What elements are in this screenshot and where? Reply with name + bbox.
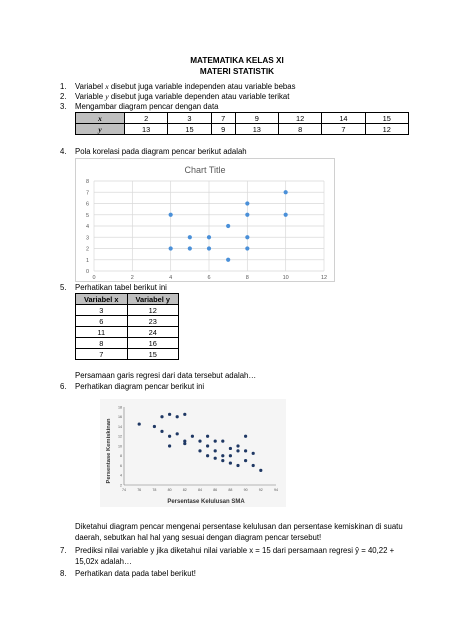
q3-number: 3. (60, 102, 67, 111)
table-cell: 12 (278, 113, 321, 124)
chart2-point (191, 435, 194, 438)
chart2-xtick-label: 90 (243, 488, 248, 492)
chart1-xtick-label: 0 (92, 275, 96, 281)
table-cell: 6 (76, 316, 128, 327)
chart1-ytick-label: 2 (85, 246, 89, 253)
q8-number: 8. (60, 569, 67, 578)
q1-number: 1. (60, 82, 67, 91)
table-cell: 14 (322, 113, 365, 124)
q6-number: 6. (60, 382, 67, 391)
chart1-ytick-label: 7 (85, 190, 89, 197)
chart2-ytick-label: 6 (120, 463, 122, 468)
chart2-point (229, 461, 232, 464)
table-cell: 13 (235, 124, 278, 135)
chart2-point (168, 413, 171, 416)
table-cell: 8 (76, 338, 128, 349)
q6-desc-line2: daerah, sebutkan hal hal yang sesuai dengan diagram pencar tersebut! (75, 533, 322, 542)
chart2-point (214, 449, 217, 452)
chart2-point (252, 452, 255, 455)
chart2-point (221, 440, 224, 443)
q7-number: 7. (60, 546, 67, 555)
chart2-ytick-label: 2 (120, 483, 122, 488)
table-cell: 13 (125, 124, 168, 135)
chart2-xtick-label: 80 (167, 488, 172, 492)
table-cell: 7 (211, 113, 235, 124)
table-header-cell: Variabel x (76, 294, 128, 305)
table-cell: 24 (127, 327, 179, 338)
chart1-xtick-label: 6 (207, 275, 211, 281)
q2-number: 2. (60, 92, 67, 101)
chart2-xlabel: Persentase Kelulusan SMA (167, 499, 245, 505)
chart2-point (236, 464, 239, 467)
chart1-xtick-label: 10 (282, 275, 289, 281)
chart2-ytick-label: 10 (118, 444, 122, 449)
chart2-point (252, 464, 255, 467)
q1-text: Variabel x disebut juga variable independen atau variable bebas (75, 82, 296, 91)
q5-number: 5. (60, 283, 67, 292)
chart2-xtick-label: 82 (182, 488, 187, 492)
chart2-frame (100, 399, 286, 507)
chart2-point (153, 425, 156, 428)
table-cell: 3 (76, 305, 128, 316)
chart1-point (245, 201, 249, 205)
q5-data-table (75, 293, 179, 360)
chart2-point (229, 454, 232, 457)
chart2-point (168, 435, 171, 438)
chart1-xtick-label: 4 (169, 275, 173, 281)
table-cell: 12 (365, 124, 408, 135)
chart2-point (160, 430, 163, 433)
chart2-point (198, 440, 201, 443)
chart2-point (168, 444, 171, 447)
chart2-point (214, 440, 217, 443)
q7-line1: Prediksi nilai variable y jika diketahui nilai variable x = 15 dari persamaan regresi ŷ = 40,22 + (75, 546, 395, 555)
chart1-point (226, 224, 230, 228)
table-cell: x (76, 113, 125, 124)
table-row (76, 349, 179, 360)
chart2-xtick-label: 78 (152, 488, 157, 492)
page-title: MATEMATIKA KELAS XI (190, 56, 284, 65)
table-cell: 15 (127, 349, 179, 360)
table-cell: 9 (211, 124, 235, 135)
chart2-ytick-label: 14 (118, 424, 122, 429)
table-cell: 2 (125, 113, 168, 124)
chart1-point (284, 213, 288, 217)
chart2-xtick-label: 88 (228, 488, 233, 492)
q6-desc-line1: Diketahui diagram pencar mengenai persentase kelulusan dan persentase kemiskinan di suatu (75, 522, 403, 531)
chart2-point (206, 454, 209, 457)
table-cell: 7 (322, 124, 365, 135)
chart2-ytick-label: 16 (118, 415, 122, 420)
chart1-title: Chart Title (184, 165, 226, 175)
chart2-xtick-label: 76 (137, 488, 142, 492)
chart2-point (198, 449, 201, 452)
q2-text: Variable y disebut juga variable dependen atau variable terikat (75, 92, 290, 101)
chart1-point (207, 235, 211, 239)
chart1-point (245, 213, 249, 217)
table-cell: 7 (76, 349, 128, 360)
q6-text: Perhatikan diagram pencar berikut ini (75, 382, 205, 391)
chart1-point (207, 246, 211, 250)
chart1-frame (75, 158, 335, 282)
q3-data-table (75, 112, 409, 135)
chart2-xtick-label: 86 (213, 488, 218, 492)
chart1-ytick-label: 8 (85, 179, 89, 185)
table-row (76, 327, 179, 338)
table-cell: 15 (365, 113, 408, 124)
chart1-ytick-label: 5 (85, 212, 89, 219)
chart2-ytick-label: 12 (118, 434, 122, 439)
chart1-point (169, 213, 173, 217)
chart2-point (183, 442, 186, 445)
chart2-ytick-label: 8 (120, 454, 122, 459)
table-cell: 16 (127, 338, 179, 349)
chart2-svg (100, 399, 286, 507)
chart2-point (138, 422, 141, 425)
chart2-point (206, 435, 209, 438)
q7-line2: 15,02x adalah… (75, 557, 132, 566)
chart1-point (245, 235, 249, 239)
table-cell: 15 (168, 124, 211, 135)
table-row (76, 316, 179, 327)
table-cell: 9 (235, 113, 278, 124)
chart2-point (221, 454, 224, 457)
table-cell: 12 (127, 305, 179, 316)
chart1-ytick-label: 4 (85, 224, 89, 230)
q4-number: 4. (60, 147, 67, 156)
table-row (76, 124, 409, 135)
chart2-point (244, 435, 247, 438)
table-row (76, 338, 179, 349)
chart1-ytick-label: 1 (85, 257, 89, 264)
chart2-ytick-label: 4 (120, 473, 122, 478)
table-cell: 11 (76, 327, 128, 338)
chart1-ytick-label: 0 (85, 269, 89, 275)
chart1-point (226, 258, 230, 262)
table-header-cell: Variabel y (127, 294, 179, 305)
chart2-point (176, 432, 179, 435)
chart1-point (169, 246, 173, 250)
chart2-xtick-label: 92 (258, 488, 263, 492)
chart2-point (236, 444, 239, 447)
page-subtitle: MATERI STATISTIK (199, 67, 275, 76)
chart1-ytick-label: 3 (85, 235, 89, 242)
chart1-point (188, 246, 192, 250)
chart2-point (221, 459, 224, 462)
chart2-point (259, 469, 262, 472)
table-row (76, 113, 409, 124)
q3-text: Mengambar diagram pencar dengan data (75, 102, 219, 111)
chart1-point (188, 235, 192, 239)
chart1-ytick-label: 6 (85, 201, 89, 208)
q5-question: Persamaan garis regresi dari data tersebut adalah… (75, 371, 257, 380)
chart2-point (160, 415, 163, 418)
table-cell: 23 (127, 316, 179, 327)
table-cell: y (76, 124, 125, 135)
q8-text: Perhatikan data pada tabel berikut! (75, 569, 196, 578)
chart2-point (229, 447, 232, 450)
chart2-point (244, 449, 247, 452)
chart1-xtick-label: 8 (245, 275, 249, 281)
chart2-xtick-label: 74 (122, 488, 126, 492)
chart1-xtick-label: 12 (320, 275, 328, 281)
chart2-point (176, 415, 179, 418)
chart2-point (236, 449, 239, 452)
table-header-row (76, 294, 179, 305)
chart2-xtick-label: 84 (198, 488, 202, 492)
chart1-svg (76, 159, 334, 281)
q5-text: Perhatikan tabel berikut ini (75, 283, 167, 292)
chart2-ylabel: Persentase Kemiskinan (106, 418, 112, 484)
chart1-point (284, 190, 288, 194)
table-cell: 3 (168, 113, 211, 124)
table-row (76, 305, 179, 316)
chart2-point (244, 459, 247, 462)
chart2-point (214, 457, 217, 460)
chart1-xtick-label: 2 (130, 275, 134, 281)
chart1-point (245, 246, 249, 250)
chart2-ytick-label: 18 (118, 405, 122, 410)
table-cell: 8 (278, 124, 321, 135)
chart2-point (183, 413, 186, 416)
chart2-point (206, 444, 209, 447)
q4-text: Pola korelasi pada diagram pencar berikut adalah (75, 147, 247, 156)
chart2-xtick-label: 94 (274, 488, 278, 492)
